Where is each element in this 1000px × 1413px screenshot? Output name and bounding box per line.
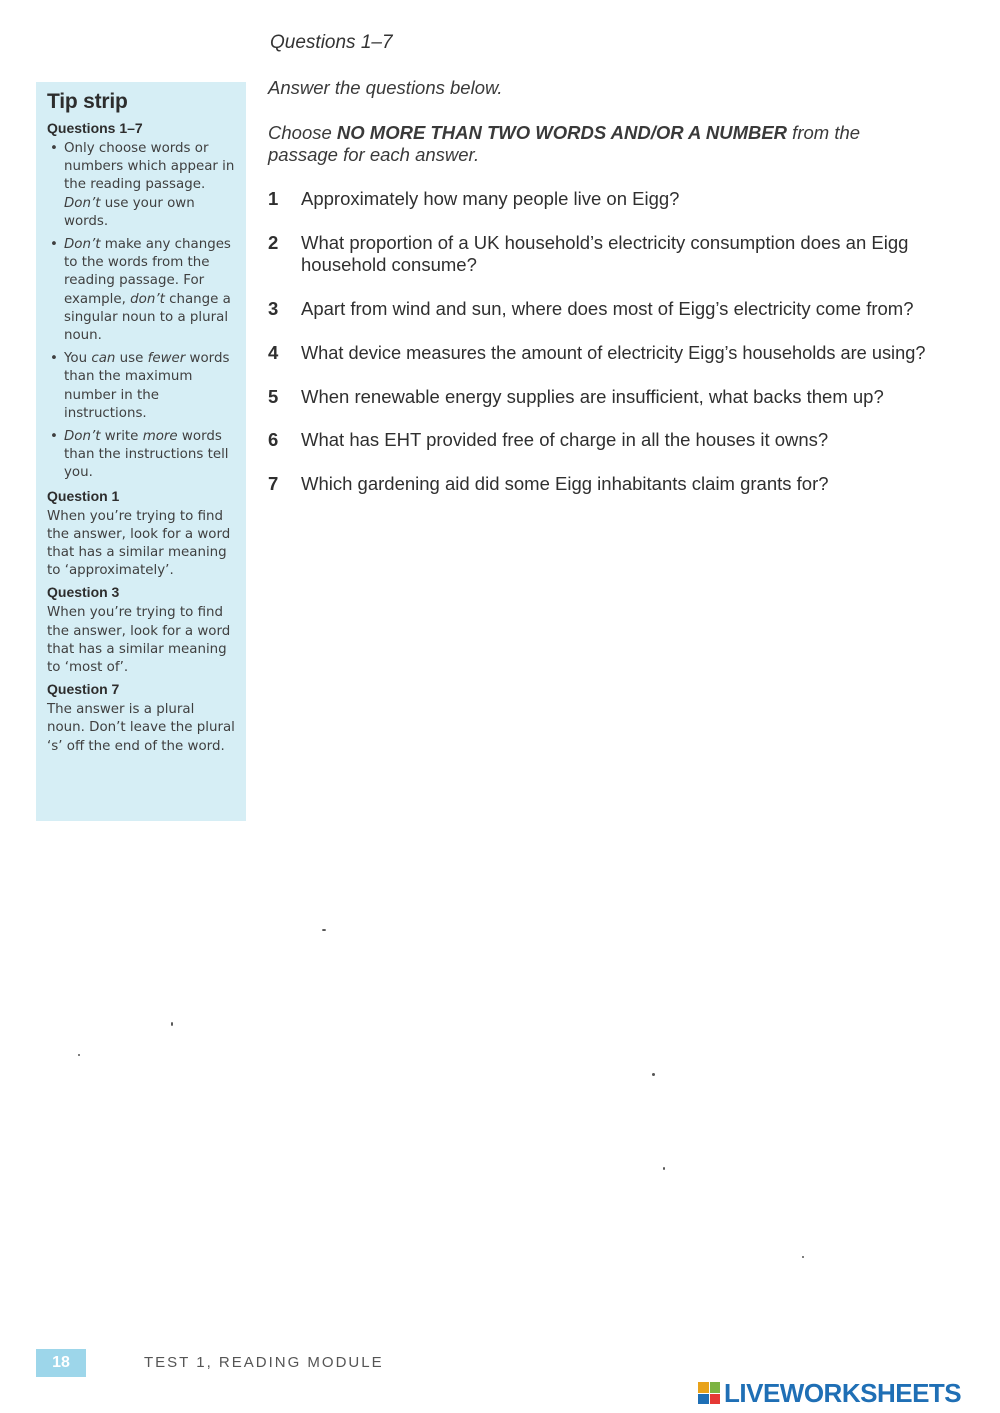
tip-bullet: • You can use fewer words than the maximum number in the instructions. bbox=[50, 351, 230, 421]
question-number: 6 bbox=[268, 429, 279, 450]
tip-bullet: • Don’t make any changes to the words from the reading passage. For example, don’t change a singular noun to a plural noun. bbox=[50, 237, 231, 344]
question-item bbox=[268, 298, 998, 320]
question-text: When renewable energy supplies are insufficient, what backs them up? bbox=[301, 386, 884, 407]
scan-speck bbox=[171, 1022, 173, 1026]
question-number: 4 bbox=[268, 342, 279, 363]
question-text: What has EHT provided free of charge in all the houses it owns? bbox=[301, 429, 829, 450]
tip-heading-question-1: Question 1 bbox=[47, 487, 120, 504]
tip-bullet-list bbox=[47, 140, 236, 483]
tip-bullet: • Only choose words or numbers which appear in the reading passage. Don’t use your own words. bbox=[50, 141, 235, 229]
scan-speck bbox=[652, 1073, 655, 1076]
instruction-line-2: Choose NO MORE THAN TWO WORDS AND/OR A NUMBER from the passage for each answer. bbox=[268, 122, 861, 165]
question-number: 7 bbox=[268, 473, 279, 494]
scan-speck bbox=[663, 1167, 665, 1170]
question-item bbox=[268, 429, 998, 451]
question-text: Approximately how many people live on Eigg? bbox=[301, 188, 680, 209]
question-item bbox=[268, 232, 968, 276]
question-text: Apart from wind and sun, where does most of Eigg’s electricity come from? bbox=[301, 298, 914, 319]
question-number: 2 bbox=[268, 232, 279, 253]
tip-strip-title: Tip strip bbox=[47, 90, 128, 113]
tip-heading-question-7: Question 7 bbox=[47, 681, 120, 698]
question-text: What proportion of a UK household’s electricity consumption does an Eigg household consume? bbox=[301, 232, 909, 275]
footer-section-label: TEST 1, READING MODULE bbox=[144, 1354, 384, 1371]
tip-text-question-7: The answer is a plural noun. Don’t leave the plural ‘s’ off the end of the word. bbox=[47, 702, 235, 754]
instruction-line-1: Answer the questions below. bbox=[268, 77, 503, 98]
tip-bullet: • Don’t write more words than the instructions tell you. bbox=[50, 429, 229, 481]
liveworksheets-logo-text: LIVEWORKSHEETS bbox=[724, 1377, 962, 1408]
scan-speck bbox=[802, 1256, 804, 1258]
question-item bbox=[268, 342, 998, 364]
tip-strip bbox=[36, 82, 246, 821]
tip-heading-questions-1-7: Questions 1–7 bbox=[47, 120, 143, 136]
question-number: 1 bbox=[268, 188, 279, 209]
section-label: Questions 1–7 bbox=[270, 32, 393, 53]
liveworksheets-logo-icon bbox=[698, 1382, 720, 1404]
tip-heading-question-3: Question 3 bbox=[47, 584, 120, 601]
tip-text-question-1: When you’re trying to find the answer, look for a word that has a similar meaning to ‘approximately’. bbox=[47, 508, 231, 579]
question-item bbox=[268, 386, 998, 408]
question-text: Which gardening aid did some Eigg inhabitants claim grants for? bbox=[301, 473, 829, 494]
liveworksheets-logo[interactable] bbox=[698, 1377, 962, 1408]
page-number: 18 bbox=[36, 1349, 86, 1377]
scan-speck bbox=[322, 929, 326, 931]
tip-text-question-3: When you’re trying to find the answer, look for a word that has a similar meaning to ‘most of’. bbox=[47, 605, 231, 676]
question-item bbox=[268, 188, 998, 210]
question-number: 5 bbox=[268, 386, 279, 407]
question-number: 3 bbox=[268, 298, 279, 319]
scan-speck bbox=[78, 1054, 80, 1056]
question-text: What device measures the amount of electricity Eigg’s households are using? bbox=[301, 343, 926, 363]
question-item bbox=[268, 473, 998, 495]
